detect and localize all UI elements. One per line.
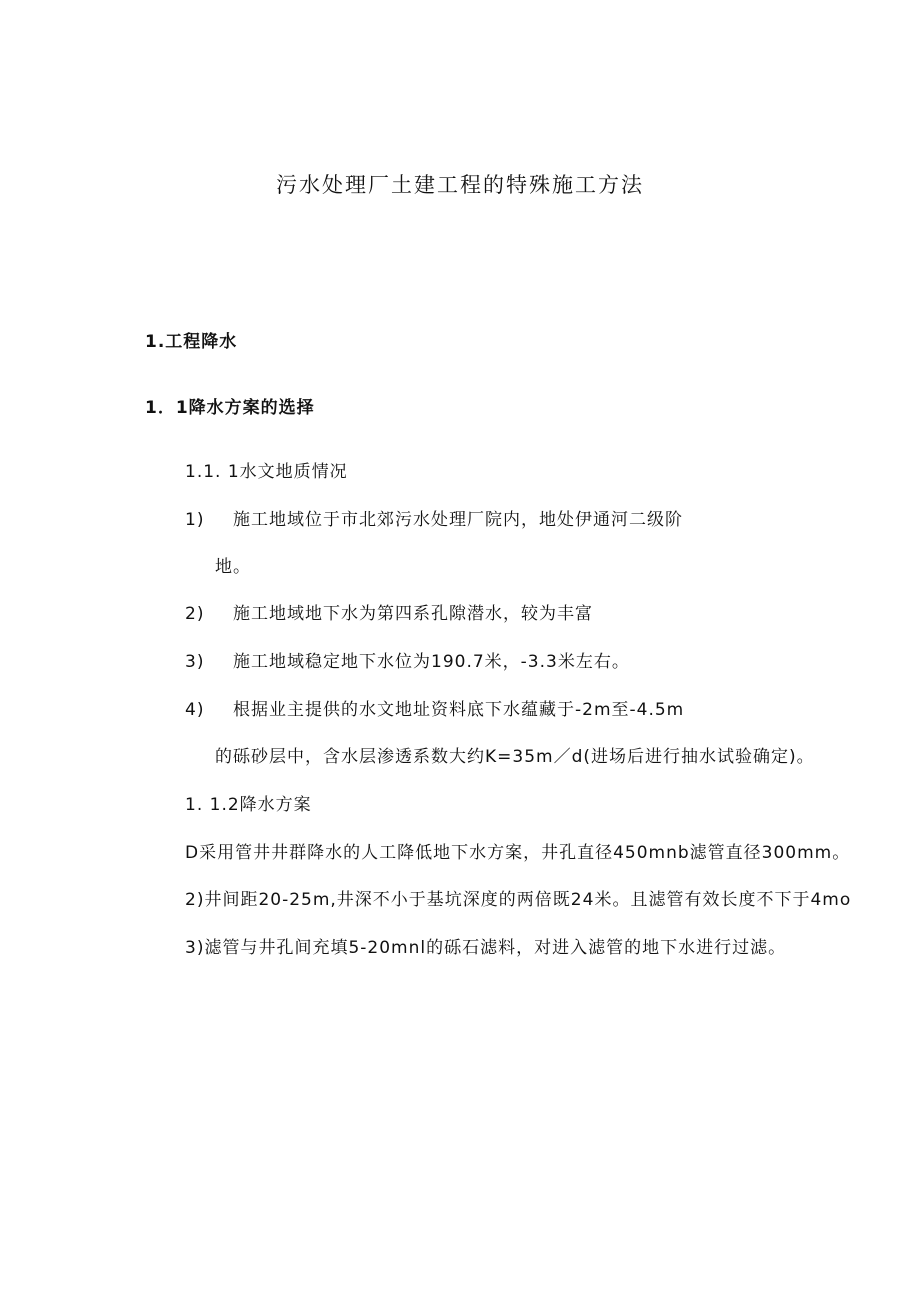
list-item	[185, 602, 593, 626]
list-item-text: 根据业主提供的水文地址资料底下水蕴藏于-2m至-4.5m	[233, 700, 685, 720]
list-item: 3)滤管与井孔间充填5-20mnl的砾石滤料，对进入滤管的地下水进行过滤。	[185, 938, 787, 958]
list-item	[185, 508, 683, 532]
list-item-number: 1)	[185, 510, 205, 530]
list-item: D采用管井井群降水的人工降低地下水方案，井孔直径450mnb滤管直径300mm。	[185, 843, 851, 863]
list-item-text: 地。	[215, 557, 251, 577]
list-item-text: 的砾砂层中，含水层渗透系数大约K=35m／d(进场后进行抽水试验确定)。	[215, 747, 815, 767]
list-item-number: 4)	[185, 700, 205, 720]
list-item-text: 施工地域位于市北郊污水处理厂院内，地处伊通河二级阶	[233, 510, 683, 530]
section-heading-1: 1.工程降水	[145, 332, 238, 352]
page-title: 污水处理厂土建工程的特殊施工方法	[276, 173, 644, 197]
list-item-continuation	[215, 555, 251, 579]
section-heading-1-1-2: 1. 1.2降水方案	[185, 795, 312, 815]
list-item-text: 施工地域地下水为第四系孔隙潜水，较为丰富	[233, 604, 593, 624]
list-item-number: 3)	[185, 652, 205, 672]
list-item-text: 施工地域稳定地下水位为190.7米，-3.3米左右。	[233, 652, 630, 672]
list-item	[185, 650, 630, 674]
list-item: 2)井间距20-25m,井深不小于基坑深度的两倍既24米。且滤管有效长度不下于4mo	[185, 890, 852, 910]
list-item-number: 2)	[185, 604, 205, 624]
list-item-continuation	[215, 745, 815, 769]
section-heading-1-1: 1．1降水方案的选择	[145, 398, 315, 418]
section-heading-1-1-1: 1.1. 1水文地质情况	[185, 462, 348, 482]
list-item	[185, 698, 684, 722]
